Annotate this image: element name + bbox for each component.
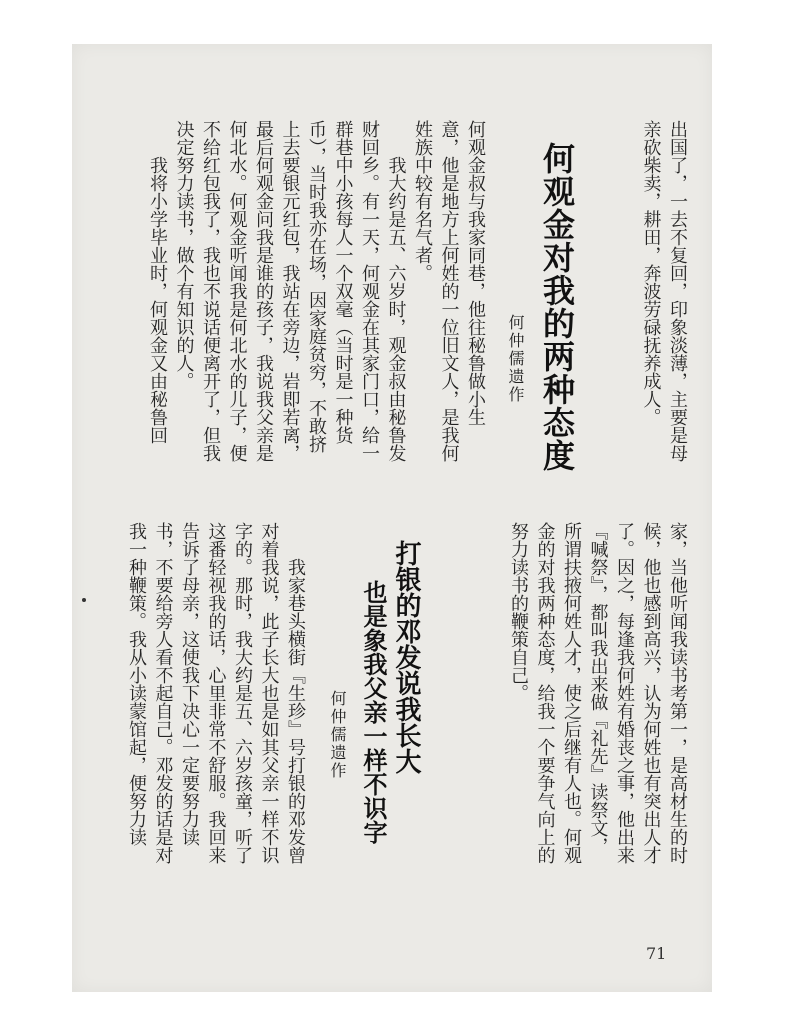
- article2-line: 告诉了母亲，这使我下决心一定要努力读: [179, 522, 200, 846]
- article2-line: 字的。那时，我大约是五、六岁孩童，听了: [232, 522, 253, 864]
- article2-line: 这番轻视我的话，心里非常不舒服。我回来: [205, 522, 227, 864]
- article1-continuation: [490, 522, 690, 922]
- article1-title: 何观金对我的两种态度: [538, 142, 576, 472]
- article1-body-left: [118, 120, 488, 520]
- article1-cont-line: 『喊祭』，都叫我出来做『礼先』读祭文，: [587, 522, 609, 855]
- article1-line: 币），当时我亦在场，因家庭贫穷，不敢挤: [306, 120, 327, 453]
- book-page: [72, 44, 712, 992]
- article1-cont-line: 金的对我两种态度，给我一个要争气向上的: [534, 522, 556, 864]
- article1-line: 不给红包我了，我也不说话便离开了，但我: [200, 120, 221, 462]
- article2-title-line1: 打银的邓发说我长大: [391, 540, 421, 774]
- article1-line: 我将小学毕业时，何观金又由秘鲁回: [147, 120, 168, 444]
- article1-line: 何北水。何观金听闻我是何北水的儿子，便: [226, 120, 248, 462]
- article1-line: 最后何观金问我是谁的孩子，我说我父亲是: [253, 120, 274, 462]
- article1-cont-line: 努力读书的鞭策自己。: [508, 522, 529, 702]
- article2-line: 我一种鞭策。我从小读蒙馆起，便努力读: [126, 522, 147, 846]
- article2-line: 我家巷头横街『生珍』号打银的邓发曾: [285, 522, 306, 864]
- article1-line: 我大约是五、六岁时，观金叔由秘鲁发: [385, 120, 407, 462]
- article1-cont-line: 候，他也感到高兴，认为何姓也有突出人才: [640, 522, 662, 864]
- article1-line: 上去要银元红包，我站在旁边，岩即若离，: [279, 120, 301, 462]
- article1-cont-line: 家，当他听闻我读书考第一，是高材生的时: [667, 522, 688, 864]
- article1-line: 财回乡。有一天，何观金在其家门口，给一: [359, 120, 380, 462]
- article2-title-line2: 也是象我父亲一样不识字: [359, 580, 387, 844]
- article1-line: 群巷中小孩每人一个双毫（当时是一种货: [332, 120, 354, 444]
- article1-line: 出国了，一去不复回，印象淡薄，主要是母: [667, 120, 688, 462]
- article1-line: 亲砍柴卖，耕田，奔波劳碌抚养成人。: [640, 120, 662, 426]
- article1-line: 意，他是地方上何姓的一位旧文人，是我何: [438, 120, 460, 462]
- page-number: 71: [646, 944, 667, 963]
- article1-line: 姓族中较有名气者。: [412, 120, 433, 282]
- article2-author: 何仲儒遗作: [328, 690, 347, 780]
- article2-body: [118, 522, 308, 922]
- article2-line: 书，不要给旁人看不起自己。邓发的话是对: [152, 522, 174, 864]
- article1-cont-line: 了。因之，每逢我何姓有婚丧之事，他出来: [614, 522, 635, 864]
- article1-line: 决定努力读书，做个有知识的人。: [173, 120, 195, 390]
- article1-cont-line: 所谓扶掖何姓人才，使之后继有人也。何观: [561, 522, 582, 864]
- article1-line: 何观金叔与我家同巷，他往秘鲁做小生: [465, 120, 486, 426]
- article1-author: 何仲儒遗作: [506, 314, 525, 404]
- binding-hole-mark: [82, 598, 86, 602]
- article2-line: 对着我说，此子长大也是如其父亲一样不识: [258, 522, 280, 864]
